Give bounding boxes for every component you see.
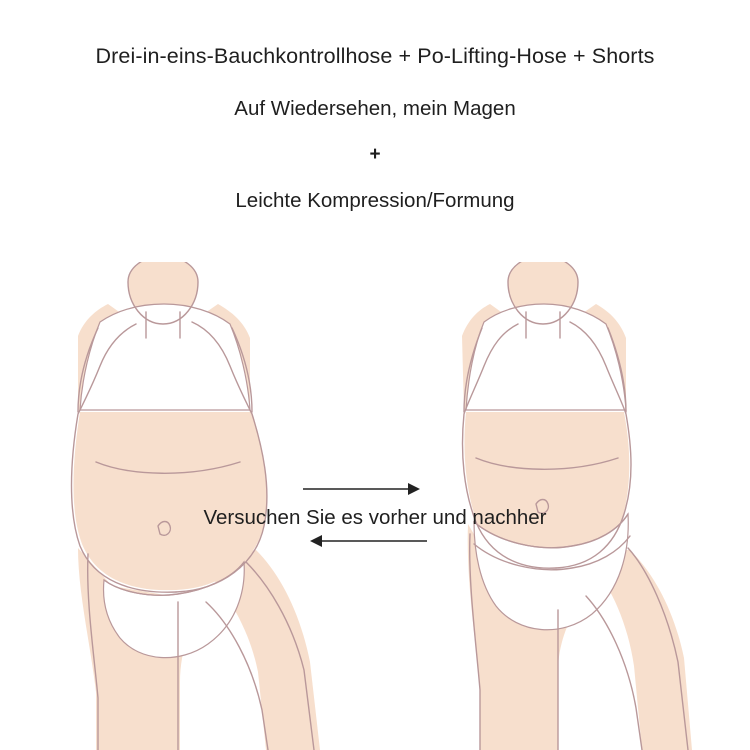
caption-text: Versuchen Sie es vorher und nachher bbox=[203, 506, 547, 529]
headline-block bbox=[0, 0, 750, 214]
headline-secondary: Auf Wiedersehen, mein Magen bbox=[234, 97, 516, 120]
headline-tertiary: Leichte Kompression/Formung bbox=[235, 189, 515, 212]
arrow-left-head bbox=[310, 535, 322, 547]
headline-primary: Drei-in-eins-Bauchkontrollhose + Po-Lifting-Hose + Shorts bbox=[95, 44, 655, 68]
arrow-right-head bbox=[408, 483, 420, 495]
headline-plus-symbol: + bbox=[369, 144, 381, 165]
